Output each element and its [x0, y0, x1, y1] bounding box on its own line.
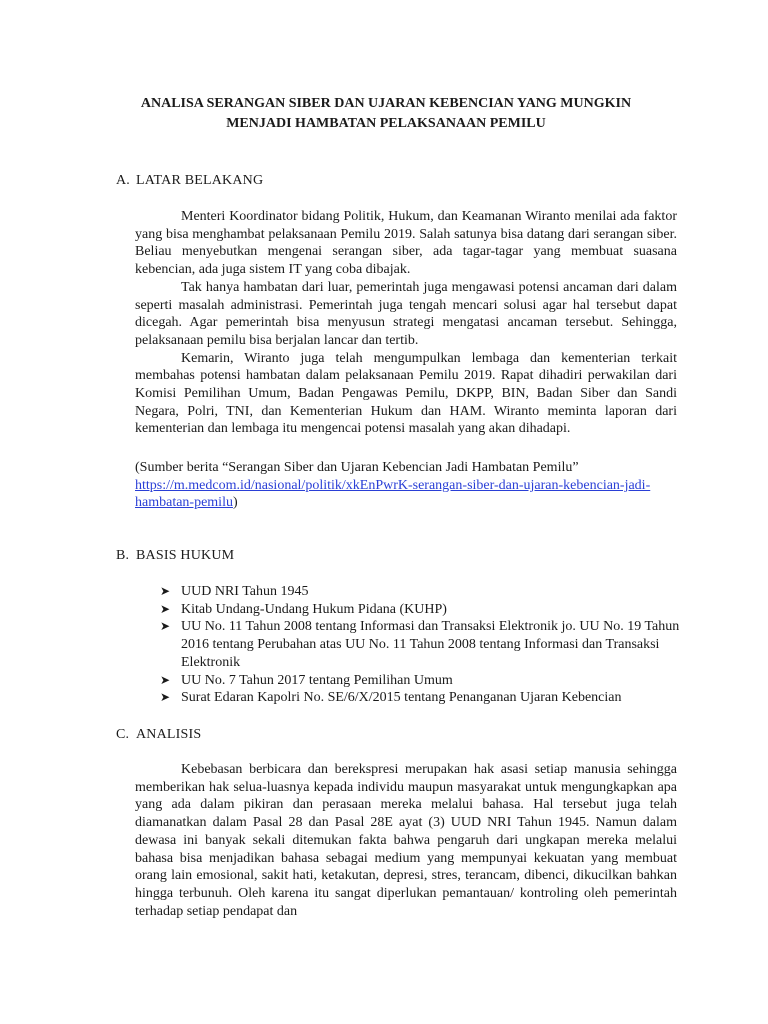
source-link[interactable]: https://m.medcom.id/nasional/politik/xkEnPwrK-serangan-siber-dan-ujaran-kebencian-jadi-hambatan-pemilu — [135, 477, 651, 511]
list-item: ➤ UU No. 11 Tahun 2008 tentang Informasi dan Transaksi Elektronik jo. UU No. 19 Tahun 2016 tentang Perubahan atas UU No. 11 Tahun 2008 tentang Informasi dan Transaksi Elektronik — [160, 619, 680, 670]
arrowhead-bullet-icon: ➤ — [160, 690, 171, 705]
latar-belakang-paragraph-1: Menteri Koordinator bidang Politik, Hukum, dan Keamanan Wiranto menilai ada faktor yang bisa menghambat pelaksanaan Pemilu 2019. Salah satunya bisa datang dari serangan siber. Beliau menyebutkan mengenai serangan siber, ada tagar-tagar yang membuat suasana kebencian, ada juga sistem IT yang coba dibajak. — [135, 209, 677, 278]
arrowhead-bullet-icon: ➤ — [160, 601, 171, 616]
section-b-title: BASIS HUKUM — [136, 548, 235, 563]
basis-hukum-list — [160, 583, 680, 707]
list-item: ➤ UU No. 7 Tahun 2017 tentang Pemilihan Umum — [160, 672, 453, 688]
section-b-letter: B. — [116, 548, 130, 563]
latar-belakang-paragraph-2: Tak hanya hambatan dari luar, pemerintah juga mengawasi potensi ancaman dari dalam seperti masalah administrasi. Pemerintah juga tengah mencari solusi agar hal tersebut dapat dicegah. Agar pemerintah bisa menyusun strategi mengatasi ancaman tersebut. Sehingga, pelaksanaan pemilu bisa berjalan lancar dan tertib. — [135, 279, 677, 348]
document-title — [80, 94, 692, 134]
title-line-1: ANALISA SERANGAN SIBER DAN UJARAN KEBENCIAN YANG MUNGKIN — [140, 96, 632, 111]
arrowhead-bullet-icon: ➤ — [160, 619, 171, 634]
source-prefix: (Sumber berita “Serangan Siber dan Ujaran Kebencian Jadi Hambatan Pemilu” — [135, 460, 579, 475]
arrowhead-bullet-icon: ➤ — [160, 584, 171, 598]
source-citation — [135, 459, 677, 512]
analisis-paragraph: Kebebasan berbicara dan berekspresi merupakan hak asasi setiap manusia sehingga memberikan hak selua-luasnya kepada individu maupun masyarakat untuk mengungkapkan apa yang ada dalam pikiran dan perasaan mereka melalui bahasa. Hal tersebut juga telah diamanatkan dalam Pasal 28 dan Pasal 28E ayat (3) UUD NRI Tahun 1945. Namun dalam dewasa ini banyak sekali ditemukan fakta bahwa pengaruh dari ungkapan mereka melalui bahasa bisa menjadikan bahasa sebagai medium yang mempunyai kekuatan yang membuat orang lain emosional, sakit hati, ketakutan, depresi, stres, terancam, dibenci, dikucilkan bahkan hingga terbunuh. Oleh karena itu sangat diperlukan pemantauan/ kontroling oleh pemerintah terhadap setiap pendapat dan — [135, 762, 677, 919]
list-item: ➤ UUD NRI Tahun 1945 — [160, 584, 309, 599]
arrowhead-bullet-icon: ➤ — [160, 672, 171, 687]
list-item: ➤ Surat Edaran Kapolri No. SE/6/X/2015 tentang Penanganan Ujaran Kebencian — [160, 690, 622, 706]
analisis-body — [135, 761, 677, 920]
source-suffix: ) — [232, 495, 238, 511]
section-a-title: LATAR BELAKANG — [136, 173, 264, 188]
section-b-heading — [116, 547, 234, 565]
latar-belakang-paragraph-3: Kemarin, Wiranto juga telah mengumpulkan lembaga dan kementerian terkait membahas potensi hambatan dalam pelaksanaan Pemilu 2019. Rapat dihadiri perwakilan dari Komisi Pemilihan Umum, Badan Pengawas Pemilu, DKPP, BIN, Badan Siber dan Sandi Negara, Polri, TNI, dan Kementerian Hukum dan HAM. Wiranto meminta laporan dari kementerian dan lembaga itu mengencai potensi masalah yang akan dihadapi. — [135, 350, 677, 437]
section-a-letter: A. — [116, 173, 131, 188]
section-c-heading — [116, 726, 201, 744]
section-c-letter: C. — [116, 727, 130, 742]
section-a-heading — [116, 172, 263, 190]
list-item: ➤ Kitab Undang-Undang Hukum Pidana (KUHP) — [160, 601, 447, 617]
section-c-title: ANALISIS — [136, 727, 202, 742]
latar-belakang-body — [135, 208, 677, 438]
title-line-2: MENJADI HAMBATAN PELAKSANAAN PEMILU — [226, 116, 546, 131]
